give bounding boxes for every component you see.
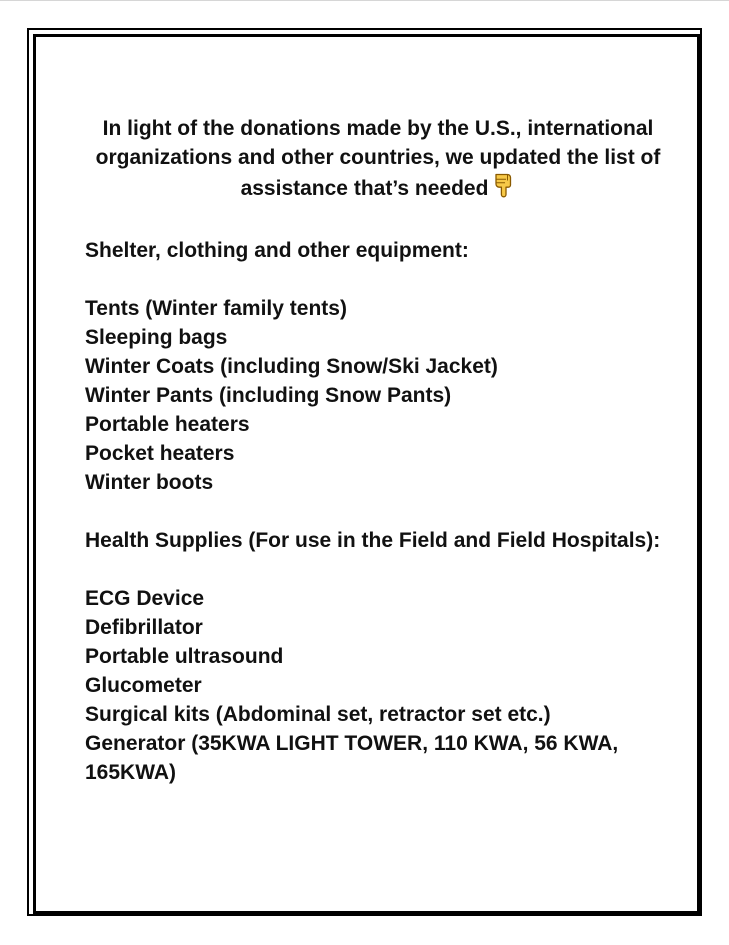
list-item: Winter Pants (including Snow Pants) xyxy=(85,384,452,407)
health-items-list xyxy=(85,584,665,787)
intro-paragraph xyxy=(75,114,681,206)
list-item: Winter boots xyxy=(85,471,214,494)
list-item: Tents (Winter family tents) xyxy=(85,297,347,320)
intro-text: In light of the donations made by the U.S., international organizations and other countries, we updated the list of assistance that’s needed xyxy=(95,117,661,200)
document-body xyxy=(85,114,665,787)
list-item: Pocket heaters xyxy=(85,442,235,465)
list-item: Winter Coats (including Snow/Ski Jacket) xyxy=(85,355,498,378)
list-item: Sleeping bags xyxy=(85,326,228,349)
section-title-health: Health Supplies (For use in the Field and Field Hospitals): xyxy=(85,529,661,552)
list-item: ECG Device xyxy=(85,587,205,610)
top-divider xyxy=(0,0,729,1)
list-item: Surgical kits (Abdominal set, retractor set etc.) xyxy=(85,703,551,726)
list-item: Portable ultrasound xyxy=(85,645,284,668)
shelter-items-list xyxy=(85,294,665,497)
list-item: Defibrillator xyxy=(85,616,203,639)
list-item: Portable heaters xyxy=(85,413,250,436)
list-item: Generator (35KWA LIGHT TOWER, 110 KWA, 56 KWA, 165KWA) xyxy=(85,732,619,784)
list-item: Glucometer xyxy=(85,674,202,697)
pointing-down-hand-icon xyxy=(493,172,515,206)
section-title-shelter: Shelter, clothing and other equipment: xyxy=(85,239,469,262)
